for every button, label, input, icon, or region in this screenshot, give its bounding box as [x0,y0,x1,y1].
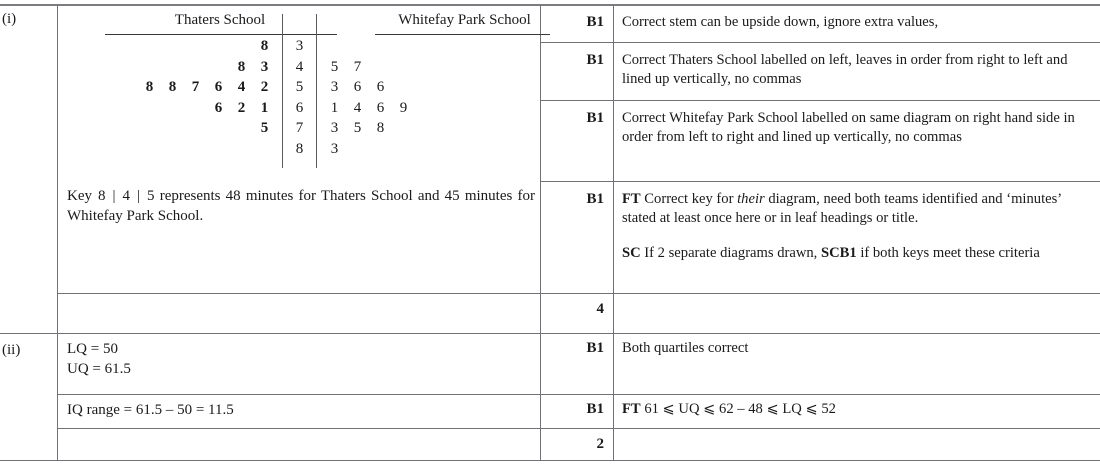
stem-leaf-leaves-left: 8 8 7 6 4 2 [145,79,269,95]
stem-leaf-leaves-right: 1 4 6 9 [330,99,408,116]
col-divider-answer [540,4,541,461]
stem-leaf-stem: 6 [295,99,304,116]
stem-leaf-row [57,120,540,141]
stem-leaf-stem: 8 [295,140,304,157]
stem-leaf-heading-left: Thaters School [174,12,266,28]
stem-leaf-rule-right [375,34,550,35]
guidance-i-3 [613,109,1100,148]
answer-ii-quartiles [57,339,540,379]
total-mark-ii: 2 [596,436,604,452]
row-divider-guidance-1 [540,42,1100,43]
total-mark-i: 4 [596,301,604,317]
key-label: Key [67,188,92,204]
stem-leaf-row [57,38,540,59]
stem-leaf-heading-right: Whitefay Park School [398,12,531,28]
guidance-i-2 [613,51,1100,90]
stem-leaf-leaves-left: 8 [260,38,269,54]
part-label-ii: (ii) [2,342,21,358]
stem-leaf-leaves-right: 3 5 8 [330,120,385,136]
guidance-i-1 [613,13,1100,32]
stem-leaf-leaves-right: 3 [330,140,339,157]
guidance-i-1-line-1: Correct stem can be upside down, ignore extra values, [622,14,939,30]
answer-lq: LQ = 50 [67,341,118,357]
guidance-i-4-line-2: SC If 2 separate diagrams drawn, SCB1 if both keys meet these criteria [622,244,1040,261]
key-leaf-left: 8 [98,188,106,204]
key-text: represents 48 minutes for Thaters School and 45 minutes for Whitefay Park School. [67,188,535,225]
key-leaf-right: 5 [147,188,155,204]
stem-leaf-stem: 4 [295,58,304,75]
mark-i-3: B1 [586,110,604,126]
stem-leaf-leaves-right: 3 6 6 [330,79,385,95]
stem-leaf-row [57,79,540,100]
table-top-border [0,4,1100,6]
row-divider-part-ii [0,333,1100,334]
guidance-i-4 [613,190,1100,263]
answer-uq: UQ = 61.5 [67,361,131,378]
mark-ii-2: B1 [586,401,604,417]
stem-leaf-leaves-left: 6 2 1 [214,99,269,116]
answer-ii-iq-range: IQ range = 61.5 – 50 = 11.5 [67,402,234,418]
stem-leaf-leaves-left: 8 3 [237,58,269,75]
key-stem: 4 [122,188,131,204]
stem-leaf-row [57,141,540,162]
row-divider-guidance-3 [540,181,1100,182]
stem-leaf-rows [57,38,540,161]
part-label-i: (i) [2,11,17,27]
mark-i-1: B1 [586,14,604,30]
stem-leaf-stem: 7 [295,120,304,136]
stem-leaf-leaves-right: 5 7 [330,58,362,75]
row-divider-total-i [57,293,1100,294]
guidance-i-2-line-1: Correct Thaters School labelled on left, leaves in order from right to left and lined up vertically, no commas [622,52,1068,88]
row-divider-guidance-2 [540,100,1100,101]
stem-leaf-stem: 3 [295,38,304,54]
guidance-ii-2 [613,400,1100,419]
guidance-ii-2-text: 61 ⩽ UQ ⩽ 62 – 48 ⩽ LQ ⩽ 52 [644,401,836,417]
guidance-ii-2-prefix: FT [622,401,641,417]
stem-and-leaf-diagram [57,8,540,168]
stem-leaf-stem: 5 [295,79,304,95]
row-divider-total-ii [57,428,1100,429]
guidance-i-4-line-1: FT Correct key for their diagram, need both teams identified and ‘minutes’ stated at least once here or in leaf headings or title. [622,191,1062,227]
row-divider-iq-range [57,394,1100,395]
stem-leaf-leaves-left: 5 [260,120,269,136]
stem-leaf-row [57,59,540,80]
mark-i-4: B1 [586,191,604,207]
stem-leaf-key: Key 8 | 4 | 5 represents 48 minutes for Thaters School and 45 minutes for Whitefay Park School. [67,188,535,225]
guidance-ii-1: Both quartiles correct [622,340,749,356]
mark-ii-1: B1 [586,340,604,356]
stem-leaf-rule-left [105,34,337,35]
stem-leaf-row [57,100,540,121]
mark-i-2: B1 [586,52,604,68]
guidance-i-3-line-1: Correct Whitefay Park School labelled on same diagram on right hand side in order from left to right and lined up vertically, no commas [622,110,1075,146]
table-bottom-border [0,460,1100,461]
